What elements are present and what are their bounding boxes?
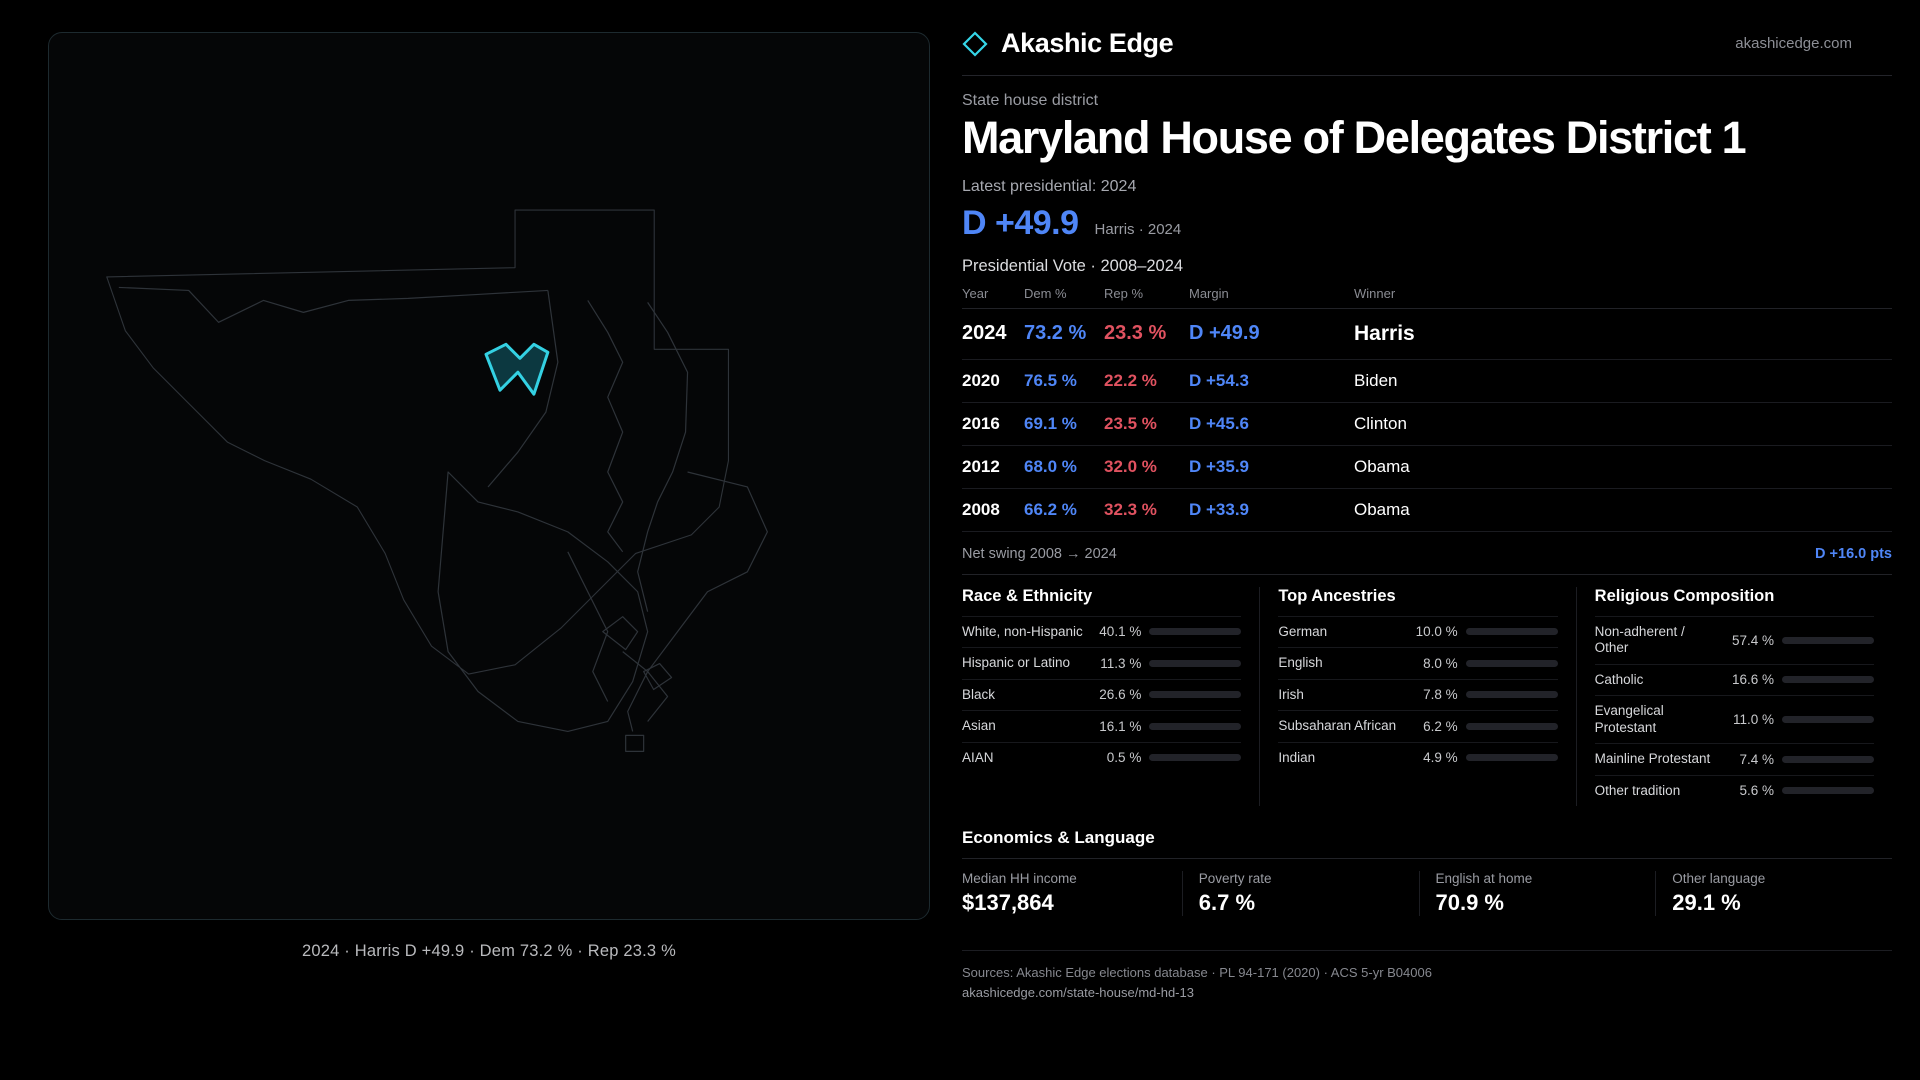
brand-left (962, 28, 1173, 59)
presidential-results-table (962, 286, 1892, 532)
econ-label: Poverty rate (1198, 870, 1272, 886)
religion-bar (1782, 676, 1874, 683)
ancestry-name: English (1278, 655, 1323, 671)
race-value: 0.5 % (1106, 750, 1142, 766)
race-value: 26.6 % (1099, 687, 1142, 703)
table-row (962, 359, 1892, 402)
ancestry-value: 6.2 % (1423, 718, 1458, 734)
ancestry-value: 8.0 % (1423, 655, 1458, 671)
race-bar (1149, 691, 1241, 698)
headline-margin (962, 204, 1920, 243)
cell-year: 2008 (962, 488, 1024, 531)
race-name: Asian (962, 718, 996, 734)
page-title: Maryland House of Delegates District 1 (962, 112, 1746, 163)
net-swing-value: D +16.0 pts (1815, 545, 1892, 562)
table-row (962, 445, 1892, 488)
religion-name: Evangelical Protestant (1594, 703, 1664, 735)
col-rep: Rep % (1104, 286, 1189, 309)
ancestries-title: Top Ancestries (1278, 586, 1396, 605)
religious-composition-column (1576, 587, 1892, 806)
list-item (962, 710, 1241, 741)
maryland-map (49, 33, 929, 919)
table-row (962, 402, 1892, 445)
cell-dem: 76.5 % (1024, 359, 1104, 402)
ancestry-name: German (1278, 623, 1328, 639)
cell-year: 2020 (962, 359, 1024, 402)
religion-value: 5.6 % (1739, 783, 1774, 799)
cell-winner: Biden (1354, 359, 1892, 402)
religion-bar (1782, 787, 1874, 794)
list-item (1278, 616, 1557, 647)
brand-bar (962, 28, 1892, 76)
cell-rep: 32.0 % (1104, 445, 1189, 488)
col-margin: Margin (1189, 286, 1354, 309)
table-row (962, 308, 1892, 359)
religion-name: Mainline Protestant (1594, 751, 1711, 767)
map-frame[interactable] (48, 32, 930, 920)
race-value: 11.3 % (1100, 655, 1142, 671)
econ-cell (962, 871, 1182, 916)
econ-cell (1655, 871, 1892, 916)
religion-value: 57.4 % (1731, 632, 1774, 648)
cell-dem: 66.2 % (1024, 488, 1104, 531)
list-item (1278, 710, 1557, 741)
race-name: AIAN (962, 749, 994, 765)
cell-year: 2024 (962, 308, 1024, 359)
cell-dem: 69.1 % (1024, 402, 1104, 445)
race-bar (1149, 723, 1241, 730)
econ-label: Median HH income (962, 870, 1077, 886)
brand-site: akashicedge.com (1735, 35, 1852, 52)
cell-winner: Obama (1354, 445, 1892, 488)
race-bar (1149, 660, 1241, 667)
cell-margin: D +45.6 (1189, 402, 1354, 445)
cell-year: 2012 (962, 445, 1024, 488)
econ-value: 70.9 % (1435, 889, 1504, 915)
list-item (962, 679, 1241, 710)
religion-bar (1782, 637, 1874, 644)
ancestry-value: 4.9 % (1423, 750, 1458, 766)
list-item (1595, 616, 1874, 664)
diamond-outline-icon (962, 31, 988, 57)
page-url[interactable]: akashicedge.com/state-house/md-hd-13 (962, 985, 1194, 1001)
col-winner: Winner (1354, 286, 1892, 309)
race-bar (1149, 628, 1241, 635)
race-name: White, non-Hispanic (962, 623, 1083, 639)
econ-cell (1419, 871, 1656, 916)
religion-value: 16.6 % (1731, 672, 1774, 688)
ancestry-name: Indian (1278, 749, 1316, 765)
race-value: 40.1 % (1099, 624, 1142, 640)
ancestry-bar (1466, 754, 1558, 761)
cell-margin: D +33.9 (1189, 488, 1354, 531)
latest-presidential-label: Latest presidential: 2024 (962, 177, 1137, 195)
col-year: Year (962, 286, 1024, 309)
econ-label: Other language (1672, 870, 1766, 886)
net-swing-row (962, 546, 1892, 575)
race-title: Race & Ethnicity (962, 586, 1093, 605)
cell-rep: 32.3 % (1104, 488, 1189, 531)
page-kicker: State house district (962, 92, 1099, 109)
ancestry-bar (1466, 723, 1558, 730)
cell-winner: Obama (1354, 488, 1892, 531)
headline-margin-sub: Harris · 2024 (1094, 220, 1182, 238)
religion-bar (1782, 756, 1874, 763)
race-ethnicity-column (962, 587, 1259, 806)
race-value: 16.1 % (1099, 718, 1142, 734)
religion-bar (1782, 716, 1874, 723)
brand-name: Akashic Edge (1001, 28, 1174, 58)
cell-rep: 22.2 % (1104, 359, 1189, 402)
economics-section (962, 858, 1892, 916)
sources-block (962, 950, 1892, 1003)
cell-margin: D +35.9 (1189, 445, 1354, 488)
list-item (1595, 775, 1874, 806)
headline-margin-value: D +49.9 (962, 203, 1079, 242)
map-caption: 2024 · Harris D +49.9 · Dem 73.2 % · Rep 23.3 % (302, 942, 676, 960)
list-item (962, 742, 1241, 773)
race-name: Hispanic or Latino (962, 655, 1071, 671)
race-name: Black (962, 686, 996, 702)
list-item (1278, 742, 1557, 773)
col-dem: Dem % (1024, 286, 1104, 309)
econ-value: 6.7 % (1198, 889, 1256, 915)
info-column (940, 0, 1920, 1080)
cell-dem: 68.0 % (1024, 445, 1104, 488)
religion-value: 7.4 % (1739, 751, 1774, 767)
ancestry-value: 10.0 % (1415, 624, 1458, 640)
list-item (962, 616, 1241, 647)
top-ancestries-column (1259, 587, 1575, 806)
table-row (962, 488, 1892, 531)
religion-value: 11.0 % (1732, 712, 1774, 728)
econ-value: 29.1 % (1672, 889, 1741, 915)
ancestry-value: 7.8 % (1423, 687, 1458, 703)
econ-value: $137,864 (962, 889, 1054, 915)
list-item (1278, 647, 1557, 678)
ancestry-name: Irish (1278, 686, 1304, 702)
ancestry-bar (1466, 691, 1558, 698)
ancestry-bar (1466, 628, 1558, 635)
list-item (1278, 679, 1557, 710)
cell-dem: 73.2 % (1024, 308, 1104, 359)
table-header-row (962, 286, 1892, 309)
religion-name: Other tradition (1594, 782, 1681, 798)
sources-line: Sources: Akashic Edge elections database · PL 94-171 (2020) · ACS 5-yr B04006 (962, 964, 1432, 980)
econ-label: English at home (1435, 870, 1533, 886)
religion-name: Catholic (1594, 671, 1644, 687)
cell-rep: 23.3 % (1104, 308, 1189, 359)
ancestry-name: Subsaharan African (1278, 718, 1397, 734)
list-item (1595, 664, 1874, 695)
list-item (1595, 695, 1874, 743)
ancestry-bar (1466, 660, 1558, 667)
map-column (0, 0, 940, 1080)
cell-margin: D +49.9 (1189, 308, 1354, 359)
cell-margin: D +54.3 (1189, 359, 1354, 402)
religion-title: Religious Composition (1594, 586, 1775, 605)
list-item (1595, 743, 1874, 774)
results-section-label: Presidential Vote · 2008–2024 (962, 256, 1184, 275)
cell-winner: Clinton (1354, 402, 1892, 445)
econ-cell (1182, 871, 1419, 916)
list-item (962, 647, 1241, 678)
demographics-section (962, 587, 1892, 806)
cell-year: 2016 (962, 402, 1024, 445)
net-swing-label: Net swing 2008 → 2024 (962, 545, 1117, 562)
district-highlight (486, 344, 548, 394)
cell-winner: Harris (1354, 308, 1892, 359)
economics-title: Economics & Language (962, 827, 1155, 847)
cell-rep: 23.5 % (1104, 402, 1189, 445)
religion-name: Non-adherent / Other (1594, 623, 1685, 656)
race-bar (1149, 754, 1241, 761)
